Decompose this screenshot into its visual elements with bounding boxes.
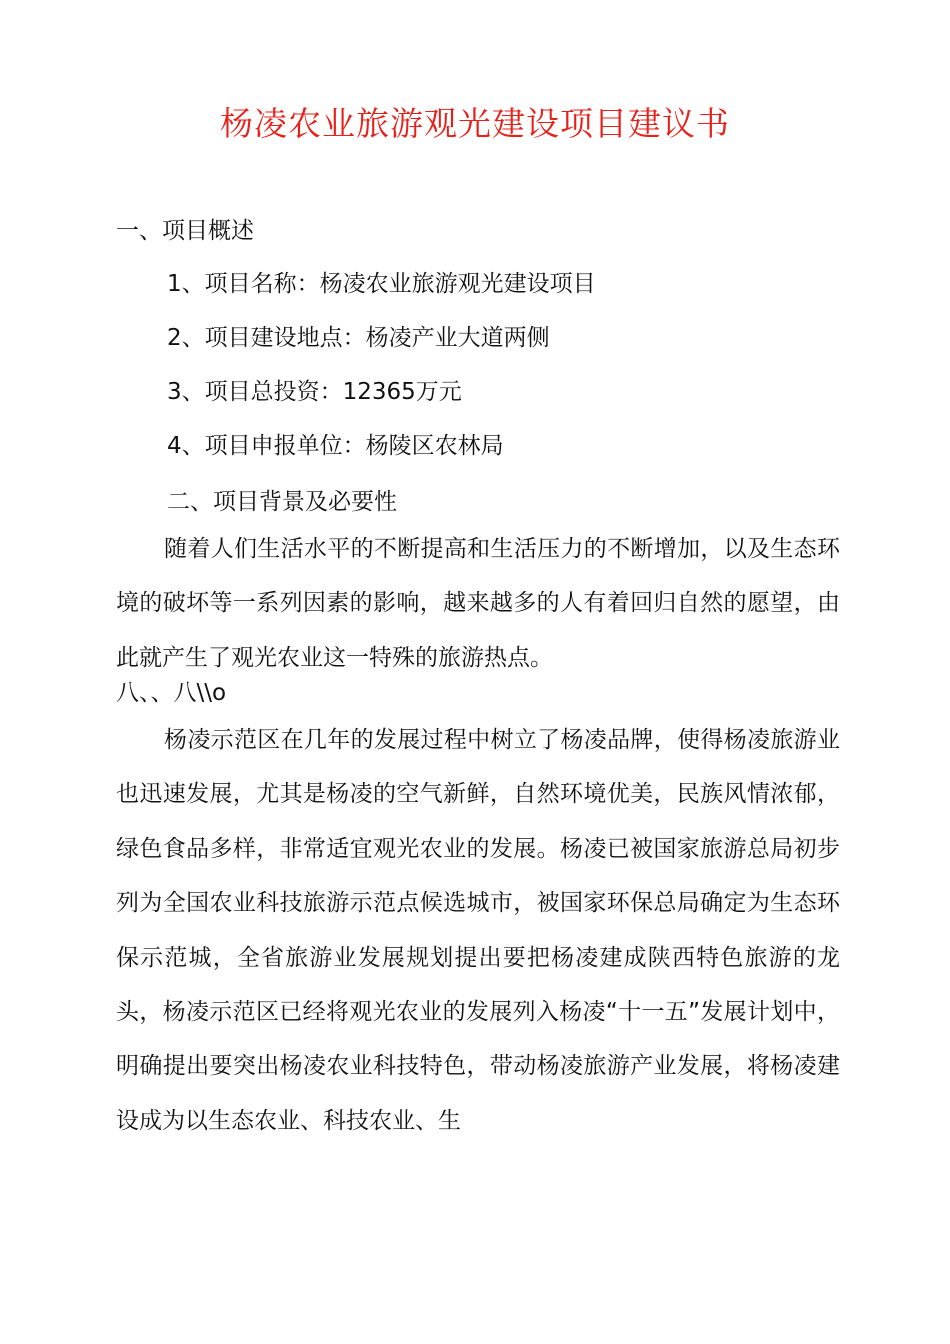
overview-item-investment: 3、项目总投资：12365万元: [167, 379, 462, 405]
paragraph-development: 杨凌示范区在几年的发展过程中树立了杨凌品牌，使得杨凌旅游业也迅速发展，尤其是杨凌的空气新鲜，自然环境优美，民族风情浓郁，绿色食品多样，非常适宜观光农业的发展。杨凌已被国家旅游总局初步列为全国农业科技旅游示范点候选城市，被国家环保总局确定为生态环保示范城，全省旅游业发展规划提出要把杨凌建成陕西特色旅游的龙头，杨凌示范区已经将观光农业的发展列入杨凌“十一五”发展计划中，明确提出要突出杨凌农业科技特色，带动杨凌旅游产业发展，将杨凌建设成为以生态农业、科技农业、生: [116, 727, 840, 1134]
overview-item-project-name: 1、项目名称：杨凌农业旅游观光建设项目: [167, 271, 596, 297]
section-heading-overview: 一、项目概述: [116, 218, 254, 244]
overview-item-applicant: 4、项目申报单位：杨陵区农林局: [167, 433, 504, 459]
document-title: 杨凌农业旅游观光建设项目建议书: [220, 104, 730, 143]
stray-text-line: 八、、八\\o: [116, 680, 227, 706]
overview-item-location: 2、项目建设地点：杨凌产业大道两侧: [167, 325, 550, 351]
paragraph-background: 随着人们生活水平的不断提高和生活压力的不断增加，以及生态环境的破坏等一系列因素的影响，越来越多的人有着回归自然的愿望，由此就产生了观光农业这一特殊的旅游热点。: [116, 536, 840, 671]
section-heading-background: 二、项目背景及必要性: [167, 489, 397, 515]
